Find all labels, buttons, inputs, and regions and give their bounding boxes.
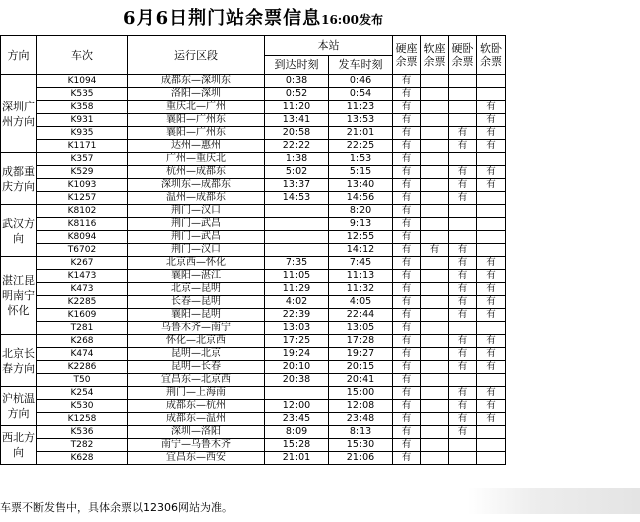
table-row [1, 75, 506, 88]
soft-sleeper-availability [477, 88, 506, 101]
table-row [1, 166, 506, 179]
train-number: K357 [37, 153, 128, 166]
table-row [1, 361, 506, 374]
soft-sleeper-availability [477, 322, 506, 335]
hard-sleeper-availability [449, 101, 477, 114]
hard-seat-availability: 有 [393, 361, 421, 374]
header-soft-seat: 软座余票 [421, 36, 449, 75]
table-row [1, 205, 506, 218]
soft-sleeper-availability: 有 [477, 335, 506, 348]
route: 深圳东—成都东 [128, 179, 265, 192]
hard-sleeper-availability [449, 322, 477, 335]
train-number: K473 [37, 283, 128, 296]
route: 宜昌东—北京西 [128, 374, 265, 387]
title-main: 6月6日荆门站余票信息 [123, 8, 322, 29]
arrival-time: 7:35 [265, 257, 329, 270]
arrival-time: 1:38 [265, 153, 329, 166]
soft-seat-availability [421, 348, 449, 361]
hard-seat-availability: 有 [393, 309, 421, 322]
direction-cell: 湛江昆明南宁怀化 [1, 257, 37, 335]
hard-seat-availability: 有 [393, 387, 421, 400]
direction-cell: 武汉方向 [1, 205, 37, 257]
route: 荆门—汉口 [128, 244, 265, 257]
soft-seat-availability [421, 192, 449, 205]
hard-seat-availability: 有 [393, 335, 421, 348]
route: 宜昌东—西安 [128, 452, 265, 465]
hard-seat-availability: 有 [393, 88, 421, 101]
route: 荆门—上海南 [128, 387, 265, 400]
hard-seat-availability: 有 [393, 114, 421, 127]
route: 荆门—汉口 [128, 205, 265, 218]
train-number: T281 [37, 322, 128, 335]
hard-sleeper-availability [449, 153, 477, 166]
header-arrive: 到达时刻 [265, 56, 329, 75]
header-train: 车次 [37, 36, 128, 75]
soft-seat-availability [421, 361, 449, 374]
departure-time: 22:25 [329, 140, 393, 153]
hard-sleeper-availability: 有 [449, 270, 477, 283]
soft-sleeper-availability: 有 [477, 114, 506, 127]
arrival-time: 11:05 [265, 270, 329, 283]
train-number: K474 [37, 348, 128, 361]
timetable [0, 35, 506, 465]
direction-cell: 成都重庆方向 [1, 153, 37, 205]
train-number: T282 [37, 439, 128, 452]
hard-seat-availability: 有 [393, 140, 421, 153]
departure-time: 15:30 [329, 439, 393, 452]
train-number: K2286 [37, 361, 128, 374]
route: 怀化—北京西 [128, 335, 265, 348]
soft-sleeper-availability: 有 [477, 101, 506, 114]
departure-time: 20:41 [329, 374, 393, 387]
departure-time: 14:12 [329, 244, 393, 257]
arrival-time: 11:20 [265, 101, 329, 114]
train-number: T6702 [37, 244, 128, 257]
departure-time: 5:15 [329, 166, 393, 179]
timetable-wrapper [0, 35, 506, 465]
hard-sleeper-availability: 有 [449, 166, 477, 179]
arrival-time: 21:01 [265, 452, 329, 465]
train-number: K1258 [37, 413, 128, 426]
table-row [1, 270, 506, 283]
soft-seat-availability [421, 88, 449, 101]
soft-sleeper-availability: 有 [477, 400, 506, 413]
arrival-time: 20:38 [265, 374, 329, 387]
route: 南宁—乌鲁木齐 [128, 439, 265, 452]
train-number: K8102 [37, 205, 128, 218]
hard-sleeper-availability: 有 [449, 309, 477, 322]
table-row [1, 192, 506, 205]
train-number: K358 [37, 101, 128, 114]
table-row [1, 140, 506, 153]
arrival-time: 23:45 [265, 413, 329, 426]
table-row [1, 244, 506, 257]
route: 襄阳—广州东 [128, 127, 265, 140]
train-number: K628 [37, 452, 128, 465]
hard-seat-availability: 有 [393, 257, 421, 270]
train-number: K1093 [37, 179, 128, 192]
train-number: K536 [37, 426, 128, 439]
header-depart: 发车时刻 [329, 56, 393, 75]
direction-cell: 北京长春方向 [1, 335, 37, 387]
soft-seat-availability [421, 322, 449, 335]
soft-sleeper-availability [477, 153, 506, 166]
hard-sleeper-availability [449, 374, 477, 387]
route: 洛阳—深圳 [128, 88, 265, 101]
hard-seat-availability: 有 [393, 179, 421, 192]
train-number: T50 [37, 374, 128, 387]
soft-sleeper-availability: 有 [477, 283, 506, 296]
table-row [1, 179, 506, 192]
soft-sleeper-availability: 有 [477, 296, 506, 309]
departure-time: 23:48 [329, 413, 393, 426]
soft-sleeper-availability [477, 426, 506, 439]
soft-seat-availability [421, 127, 449, 140]
hard-sleeper-availability: 有 [449, 179, 477, 192]
route: 广州—重庆北 [128, 153, 265, 166]
hard-seat-availability: 有 [393, 322, 421, 335]
hard-sleeper-availability: 有 [449, 348, 477, 361]
table-row [1, 387, 506, 400]
departure-time: 4:05 [329, 296, 393, 309]
soft-seat-availability [421, 270, 449, 283]
route: 成都东—杭州 [128, 400, 265, 413]
train-number: K254 [37, 387, 128, 400]
hard-sleeper-availability: 有 [449, 127, 477, 140]
soft-seat-availability [421, 452, 449, 465]
arrival-time: 13:37 [265, 179, 329, 192]
soft-seat-availability [421, 309, 449, 322]
arrival-time: 0:38 [265, 75, 329, 88]
departure-time: 12:08 [329, 400, 393, 413]
train-number: K1609 [37, 309, 128, 322]
watermark-blur [468, 488, 640, 514]
arrival-time: 13:41 [265, 114, 329, 127]
departure-time: 17:28 [329, 335, 393, 348]
hard-seat-availability: 有 [393, 218, 421, 231]
hard-seat-availability: 有 [393, 413, 421, 426]
soft-seat-availability [421, 101, 449, 114]
table-row [1, 257, 506, 270]
departure-time: 0:46 [329, 75, 393, 88]
departure-time: 8:13 [329, 426, 393, 439]
hard-sleeper-availability [449, 75, 477, 88]
soft-sleeper-availability [477, 244, 506, 257]
hard-seat-availability: 有 [393, 270, 421, 283]
hard-sleeper-availability: 有 [449, 335, 477, 348]
arrival-time: 8:09 [265, 426, 329, 439]
hard-seat-availability: 有 [393, 166, 421, 179]
route: 深圳—洛阳 [128, 426, 265, 439]
soft-seat-availability [421, 179, 449, 192]
train-number: K1094 [37, 75, 128, 88]
route: 北京—昆明 [128, 283, 265, 296]
hard-sleeper-availability: 有 [449, 296, 477, 309]
departure-time: 13:53 [329, 114, 393, 127]
departure-time: 11:32 [329, 283, 393, 296]
train-number: K1171 [37, 140, 128, 153]
departure-time: 0:54 [329, 88, 393, 101]
hard-seat-availability: 有 [393, 244, 421, 257]
title-time: 16:00发布 [321, 13, 383, 27]
soft-sleeper-availability [477, 439, 506, 452]
arrival-time: 13:03 [265, 322, 329, 335]
direction-cell: 沪杭温方向 [1, 387, 37, 426]
table-row [1, 413, 506, 426]
table-row [1, 218, 506, 231]
arrival-time: 0:52 [265, 88, 329, 101]
hard-seat-availability: 有 [393, 374, 421, 387]
soft-seat-availability [421, 218, 449, 231]
arrival-time: 14:53 [265, 192, 329, 205]
departure-time: 15:00 [329, 387, 393, 400]
train-number: K530 [37, 400, 128, 413]
header-hard-seat: 硬座余票 [393, 36, 421, 75]
soft-seat-availability: 有 [421, 244, 449, 257]
arrival-time: 22:39 [265, 309, 329, 322]
soft-seat-availability [421, 296, 449, 309]
departure-time: 22:44 [329, 309, 393, 322]
route: 成都东—深圳东 [128, 75, 265, 88]
soft-sleeper-availability [477, 452, 506, 465]
soft-seat-availability [421, 140, 449, 153]
route: 杭州—成都东 [128, 166, 265, 179]
hard-sleeper-availability: 有 [449, 426, 477, 439]
table-row [1, 296, 506, 309]
soft-seat-availability [421, 387, 449, 400]
arrival-time: 19:24 [265, 348, 329, 361]
hard-sleeper-availability: 有 [449, 400, 477, 413]
route: 昆明—长春 [128, 361, 265, 374]
arrival-time: 22:22 [265, 140, 329, 153]
departure-time: 9:13 [329, 218, 393, 231]
table-row [1, 309, 506, 322]
hard-sleeper-availability: 有 [449, 140, 477, 153]
train-number: K267 [37, 257, 128, 270]
train-number: K8116 [37, 218, 128, 231]
train-number: K935 [37, 127, 128, 140]
arrival-time [265, 387, 329, 400]
header-soft-sleeper: 软卧余票 [477, 36, 506, 75]
arrival-time: 17:25 [265, 335, 329, 348]
hard-sleeper-availability [449, 88, 477, 101]
header-station: 本站 [265, 36, 393, 56]
table-row [1, 374, 506, 387]
hard-sleeper-availability: 有 [449, 361, 477, 374]
route: 重庆北—广州 [128, 101, 265, 114]
hard-sleeper-availability [449, 205, 477, 218]
soft-sleeper-availability [477, 192, 506, 205]
arrival-time: 15:28 [265, 439, 329, 452]
hard-seat-availability: 有 [393, 400, 421, 413]
arrival-time: 11:29 [265, 283, 329, 296]
hard-seat-availability: 有 [393, 127, 421, 140]
table-row [1, 452, 506, 465]
route: 襄阳—湛江 [128, 270, 265, 283]
header-row-1 [1, 36, 506, 56]
table-row [1, 88, 506, 101]
soft-sleeper-availability [477, 75, 506, 88]
hard-seat-availability: 有 [393, 192, 421, 205]
hard-sleeper-availability: 有 [449, 244, 477, 257]
departure-time: 21:06 [329, 452, 393, 465]
sheet-title [0, 4, 506, 34]
hard-seat-availability: 有 [393, 205, 421, 218]
soft-sleeper-availability: 有 [477, 270, 506, 283]
departure-time: 1:53 [329, 153, 393, 166]
arrival-time: 5:02 [265, 166, 329, 179]
soft-seat-availability [421, 439, 449, 452]
soft-sleeper-availability: 有 [477, 257, 506, 270]
arrival-time: 20:10 [265, 361, 329, 374]
hard-seat-availability: 有 [393, 231, 421, 244]
route: 乌鲁木齐—南宁 [128, 322, 265, 335]
table-row [1, 439, 506, 452]
header-direction: 方向 [1, 36, 37, 75]
departure-time: 13:05 [329, 322, 393, 335]
route: 温州—成都东 [128, 192, 265, 205]
train-number: K8094 [37, 231, 128, 244]
soft-sleeper-availability: 有 [477, 166, 506, 179]
soft-sleeper-availability: 有 [477, 387, 506, 400]
route: 荆门—武昌 [128, 231, 265, 244]
table-row [1, 114, 506, 127]
soft-seat-availability [421, 257, 449, 270]
soft-sleeper-availability: 有 [477, 127, 506, 140]
hard-sleeper-availability [449, 452, 477, 465]
table-row [1, 400, 506, 413]
table-row [1, 101, 506, 114]
soft-seat-availability [421, 374, 449, 387]
header-hard-sleeper: 硬卧余票 [449, 36, 477, 75]
table-row [1, 283, 506, 296]
departure-time: 7:45 [329, 257, 393, 270]
departure-time: 20:15 [329, 361, 393, 374]
route: 达州—惠州 [128, 140, 265, 153]
arrival-time [265, 205, 329, 218]
hard-seat-availability: 有 [393, 348, 421, 361]
hard-seat-availability: 有 [393, 426, 421, 439]
hard-sleeper-availability [449, 218, 477, 231]
route: 襄阳—广州东 [128, 114, 265, 127]
train-number: K268 [37, 335, 128, 348]
soft-sleeper-availability [477, 374, 506, 387]
table-row [1, 335, 506, 348]
departure-time: 19:27 [329, 348, 393, 361]
soft-sleeper-availability [477, 218, 506, 231]
hard-sleeper-availability: 有 [449, 413, 477, 426]
hard-seat-availability: 有 [393, 101, 421, 114]
soft-sleeper-availability: 有 [477, 309, 506, 322]
train-number: K529 [37, 166, 128, 179]
soft-seat-availability [421, 231, 449, 244]
soft-seat-availability [421, 413, 449, 426]
soft-sleeper-availability [477, 205, 506, 218]
soft-sleeper-availability: 有 [477, 361, 506, 374]
soft-sleeper-availability [477, 231, 506, 244]
soft-seat-availability [421, 153, 449, 166]
timetable-body [1, 75, 506, 465]
hard-seat-availability: 有 [393, 283, 421, 296]
hard-sleeper-availability [449, 114, 477, 127]
soft-sleeper-availability: 有 [477, 413, 506, 426]
header-route: 运行区段 [128, 36, 265, 75]
arrival-time [265, 231, 329, 244]
train-number: K535 [37, 88, 128, 101]
departure-time: 12:55 [329, 231, 393, 244]
direction-cell: 深圳广州方向 [1, 75, 37, 153]
route: 昆明—北京 [128, 348, 265, 361]
footer-note: 车票不断发售中，具体余票以12306网站为准。 [0, 501, 233, 514]
hard-sleeper-availability [449, 231, 477, 244]
train-number: K1473 [37, 270, 128, 283]
soft-seat-availability [421, 205, 449, 218]
table-row [1, 127, 506, 140]
departure-time: 8:20 [329, 205, 393, 218]
table-row [1, 322, 506, 335]
route: 成都东—温州 [128, 413, 265, 426]
soft-seat-availability [421, 114, 449, 127]
soft-sleeper-availability: 有 [477, 140, 506, 153]
hard-seat-availability: 有 [393, 452, 421, 465]
arrival-time: 4:02 [265, 296, 329, 309]
soft-seat-availability [421, 426, 449, 439]
route: 北京西—怀化 [128, 257, 265, 270]
direction-cell: 西北方向 [1, 426, 37, 465]
departure-time: 13:40 [329, 179, 393, 192]
hard-seat-availability: 有 [393, 75, 421, 88]
hard-sleeper-availability: 有 [449, 387, 477, 400]
soft-sleeper-availability: 有 [477, 348, 506, 361]
route: 襄阳—昆明 [128, 309, 265, 322]
table-row [1, 426, 506, 439]
route: 荆门—武昌 [128, 218, 265, 231]
arrival-time: 20:58 [265, 127, 329, 140]
hard-sleeper-availability [449, 439, 477, 452]
arrival-time [265, 244, 329, 257]
soft-seat-availability [421, 166, 449, 179]
departure-time: 14:56 [329, 192, 393, 205]
arrival-time: 12:00 [265, 400, 329, 413]
departure-time: 11:13 [329, 270, 393, 283]
hard-sleeper-availability: 有 [449, 192, 477, 205]
soft-sleeper-availability: 有 [477, 179, 506, 192]
hard-seat-availability: 有 [393, 296, 421, 309]
departure-time: 21:01 [329, 127, 393, 140]
arrival-time [265, 218, 329, 231]
hard-seat-availability: 有 [393, 153, 421, 166]
departure-time: 11:23 [329, 101, 393, 114]
train-number: K1257 [37, 192, 128, 205]
soft-seat-availability [421, 75, 449, 88]
table-row [1, 231, 506, 244]
train-number: K2285 [37, 296, 128, 309]
table-row [1, 153, 506, 166]
soft-seat-availability [421, 400, 449, 413]
soft-seat-availability [421, 335, 449, 348]
hard-seat-availability: 有 [393, 439, 421, 452]
hard-sleeper-availability: 有 [449, 283, 477, 296]
soft-seat-availability [421, 283, 449, 296]
table-row [1, 348, 506, 361]
route: 长春—昆明 [128, 296, 265, 309]
hard-sleeper-availability: 有 [449, 257, 477, 270]
train-number: K931 [37, 114, 128, 127]
